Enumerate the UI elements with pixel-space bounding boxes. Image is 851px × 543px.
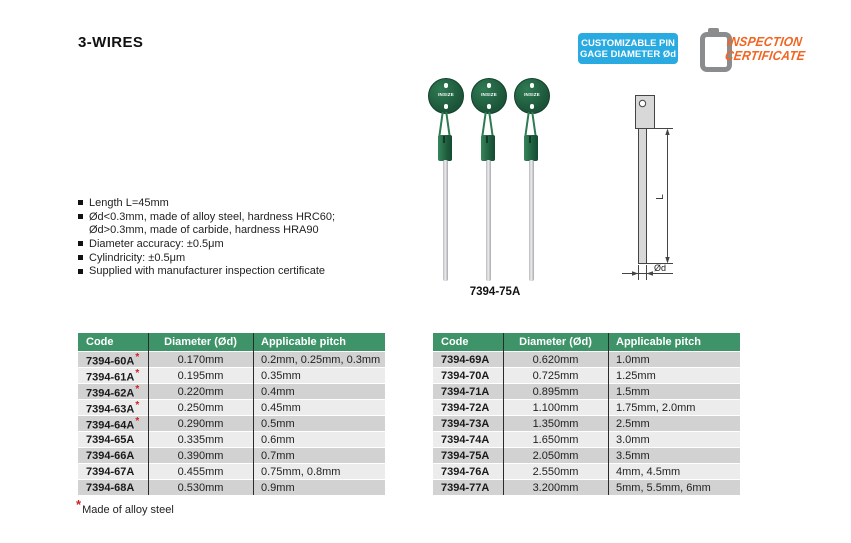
pitch-cell: 0.2mm, 0.25mm, 0.3mm [261, 353, 381, 366]
tag-brand-label: INSIZE [481, 92, 497, 98]
code-cell: 7394-65A [86, 433, 135, 446]
pin-head-hole [639, 100, 645, 106]
feature-item [78, 196, 423, 210]
tag-hole-icon [487, 83, 492, 88]
customizable-pin-badge [578, 33, 678, 64]
pitch-cell: 1.5mm [616, 385, 650, 398]
length-dim-label: L [655, 194, 666, 200]
column-divider [608, 333, 609, 495]
diameter-cell: 2.550mm [532, 465, 579, 478]
code-cell: 7394-70A [441, 369, 490, 382]
feature-text: Ød<0.3mm, made of alloy steel, hardness HRC60; [89, 210, 336, 223]
bullet-square-icon [78, 214, 83, 219]
table-row [433, 448, 740, 463]
table-row [433, 480, 740, 495]
code-cell: 7394-63A* [86, 400, 140, 416]
diameter-cell: 1.650mm [532, 433, 579, 446]
code-cell: 7394-67A [86, 465, 135, 478]
pitch-cell: 3.5mm [616, 449, 650, 462]
code-cell: 7394-66A [86, 449, 135, 462]
feature-text: Diameter accuracy: ±0.5μm [89, 237, 224, 250]
diameter-cell: 0.250mm [177, 401, 224, 414]
footnote [76, 497, 174, 516]
feature-list [78, 196, 423, 278]
code-cell: 7394-72A [441, 401, 490, 414]
spec-table-left [78, 333, 385, 495]
alloy-steel-star: * [135, 352, 140, 363]
code-cell: 7394-77A [441, 481, 490, 494]
page-title: 3-WIRES [78, 34, 144, 51]
tag-string [524, 112, 529, 137]
code-cell: 7394-76A [441, 465, 490, 478]
product-photo [415, 78, 575, 283]
code-cell: 7394-68A [86, 481, 135, 494]
code-cell: 7394-61A* [86, 368, 140, 384]
table-row [78, 368, 385, 383]
pin-wire [486, 160, 491, 281]
inspection-certificate-logo [698, 26, 810, 74]
code-cell: 7394-60A* [86, 352, 140, 368]
tag-string [481, 112, 486, 137]
diameter-cell: 0.455mm [177, 465, 224, 478]
code-cell: 7394-74A [441, 433, 490, 446]
code-cell: 7394-64A* [86, 416, 140, 432]
tag-disc [471, 78, 507, 114]
diameter-cell: 1.100mm [532, 401, 579, 414]
alloy-steel-star: * [135, 400, 140, 411]
spec-table-right [433, 333, 740, 495]
diameter-cell: 0.390mm [177, 449, 224, 462]
technical-drawing [620, 85, 700, 285]
diameter-cell: 0.620mm [532, 353, 579, 366]
tag-hole-icon [530, 104, 535, 109]
bullet-square-icon [78, 200, 83, 205]
pin-wire [529, 160, 534, 281]
diameter-dim-label: Ød [653, 263, 667, 273]
tag-hole-icon [444, 83, 449, 88]
feature-text: Supplied with manufacturer inspection certificate [89, 265, 326, 278]
pitch-cell: 0.45mm [261, 401, 301, 414]
table-row [78, 480, 385, 495]
pin-wire [443, 160, 448, 281]
bullet-square-icon [78, 241, 83, 246]
tag-string [445, 112, 450, 137]
diameter-cell: 0.195mm [177, 369, 224, 382]
diameter-cell: 1.350mm [532, 417, 579, 430]
certificate-line: INSPECTION [726, 34, 804, 49]
diameter-cell: 0.335mm [177, 433, 224, 446]
column-header: Applicable pitch [261, 336, 346, 348]
figure-caption: 7394-75A [469, 286, 521, 298]
badge-line: GAGE DIAMETER Ød [579, 48, 677, 60]
pitch-cell: 2.5mm [616, 417, 650, 430]
certificate-text [724, 35, 808, 63]
table-header-row [78, 333, 385, 351]
table-row [78, 400, 385, 415]
tag-hole-icon [530, 83, 535, 88]
column-header: Applicable pitch [616, 336, 701, 348]
column-header: Code [86, 336, 114, 348]
diameter-cell: 0.170mm [177, 353, 224, 366]
tag-hole-icon [444, 104, 449, 109]
tag-disc [428, 78, 464, 114]
wire-pin-photo [468, 78, 508, 283]
column-header: Diameter (Ød) [519, 336, 592, 348]
pitch-cell: 0.7mm [261, 449, 295, 462]
bullet-square-icon [78, 255, 83, 260]
pitch-cell: 0.75mm, 0.8mm [261, 465, 341, 478]
diameter-cell: 0.725mm [532, 369, 579, 382]
pin-collar [524, 135, 538, 161]
pitch-cell: 3.0mm [616, 433, 650, 446]
clipboard-clip-icon [708, 28, 719, 35]
pitch-cell: 0.35mm [261, 369, 301, 382]
column-header: Code [441, 336, 469, 348]
pin-shaft-shape [639, 129, 647, 264]
pitch-cell: 1.25mm [616, 369, 656, 382]
diameter-cell: 2.050mm [532, 449, 579, 462]
feature-text: Ød>0.3mm, made of carbide, hardness HRA90 [89, 224, 319, 237]
feature-item-continuation [78, 223, 423, 237]
pitch-cell: 1.75mm, 2.0mm [616, 401, 696, 414]
tag-disc [514, 78, 550, 114]
table-row [78, 432, 385, 447]
table-row [78, 464, 385, 479]
code-cell: 7394-73A [441, 417, 490, 430]
table-row [433, 384, 740, 399]
code-cell: 7394-69A [441, 353, 490, 366]
tag-brand-label: INSIZE [438, 92, 454, 98]
diameter-cell: 0.895mm [532, 385, 579, 398]
feature-item [78, 237, 423, 251]
table-row [433, 416, 740, 431]
tag-hole-icon [487, 104, 492, 109]
column-header: Diameter (Ød) [164, 336, 237, 348]
certificate-line: CERTIFICATE [724, 48, 807, 63]
table-row [78, 416, 385, 431]
pitch-cell: 0.9mm [261, 481, 295, 494]
tag-string [488, 112, 493, 137]
wire-pin-photo [425, 78, 465, 283]
tag-brand-label: INSIZE [524, 92, 540, 98]
wire-pin-photo [511, 78, 551, 283]
table-row [78, 384, 385, 399]
feature-item [78, 251, 423, 265]
code-cell: 7394-62A* [86, 384, 140, 400]
table-row [433, 464, 740, 479]
diameter-cell: 3.200mm [532, 481, 579, 494]
table-row [78, 352, 385, 367]
pitch-cell: 0.5mm [261, 417, 295, 430]
table-row [433, 352, 740, 367]
tag-string [438, 112, 443, 137]
code-cell: 7394-75A [441, 449, 490, 462]
feature-text: Length L=45mm [89, 196, 169, 209]
column-divider [503, 333, 504, 495]
feature-item [78, 264, 423, 278]
diameter-cell: 0.290mm [177, 417, 224, 430]
badge-line: CUSTOMIZABLE PIN [581, 37, 675, 49]
diameter-cell: 0.220mm [177, 385, 224, 398]
bullet-square-icon [78, 269, 83, 274]
table-row [433, 432, 740, 447]
feature-item [78, 210, 423, 224]
diameter-cell: 0.530mm [177, 481, 224, 494]
alloy-steel-star: * [135, 416, 140, 427]
code-cell: 7394-71A [441, 385, 490, 398]
alloy-steel-star: * [135, 368, 140, 379]
column-divider [148, 333, 149, 495]
pitch-cell: 0.4mm [261, 385, 295, 398]
table-row [78, 448, 385, 463]
pitch-cell: 4mm, 4.5mm [616, 465, 681, 478]
footnote-text: Made of alloy steel [82, 504, 174, 516]
footnote-star: * [76, 497, 82, 512]
table-header-row [433, 333, 740, 351]
table-row [433, 400, 740, 415]
pin-collar [481, 135, 495, 161]
pin-head-shape [636, 96, 655, 129]
alloy-steel-star: * [135, 384, 140, 395]
pin-collar [438, 135, 452, 161]
table-row [433, 368, 740, 383]
tag-string [531, 112, 536, 137]
pitch-cell: 1.0mm [616, 353, 650, 366]
pitch-cell: 5mm, 5.5mm, 6mm [616, 481, 711, 494]
column-divider [253, 333, 254, 495]
pitch-cell: 0.6mm [261, 433, 295, 446]
feature-text: Cylindricity: ±0.5μm [89, 251, 186, 264]
